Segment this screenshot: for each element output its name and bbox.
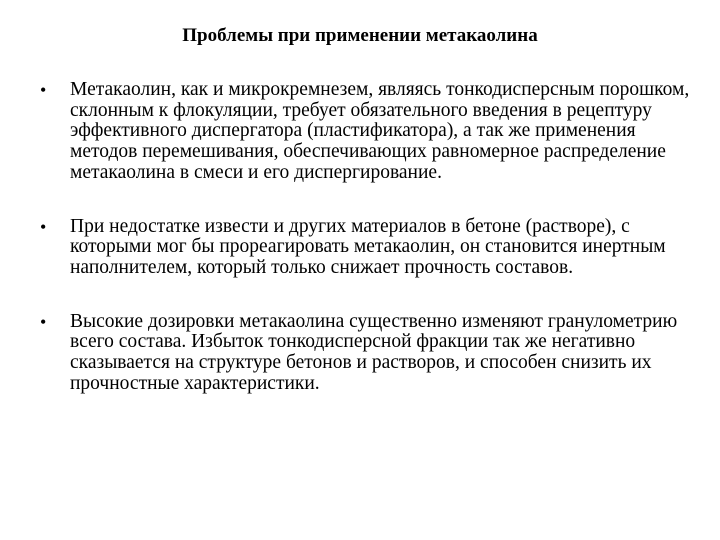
bullet-text: Метакаолин, как и микрокремнезем, являясь тонкодисперсным порошком, склонным к флокуляции, требует обязательного введения в рецептуру эффективного диспергатора (пластификатора), а так же применения методов перемешивания, обеспечивающих равномерное распределение метакаолина в смеси и его диспергирование. <box>70 79 690 183</box>
bullet-item <box>38 217 698 279</box>
bullet-dot-icon: • <box>40 311 47 332</box>
bullet-text: Высокие дозировки метакаолина существенно изменяют гранулометрию всего состава. Избыток тонкодисперсной фракции так же негативно сказывается на структуре бетонов и растворов, и способен снизить их прочностные характеристики. <box>70 310 678 394</box>
bullet-list <box>38 80 698 394</box>
bullet-text: При недостатке извести и других материалов в бетоне (растворе), с которыми мог бы прореагировать метакаолин, он становится инертным наполнителем, который только снижает прочность составов. <box>70 215 666 278</box>
bullet-dot-icon: • <box>40 216 47 237</box>
slide-title: Проблемы при применении метакаолина <box>182 25 538 46</box>
bullet-dot-icon: • <box>40 80 47 100</box>
bullet-item <box>38 80 698 184</box>
bullet-item <box>38 312 698 395</box>
